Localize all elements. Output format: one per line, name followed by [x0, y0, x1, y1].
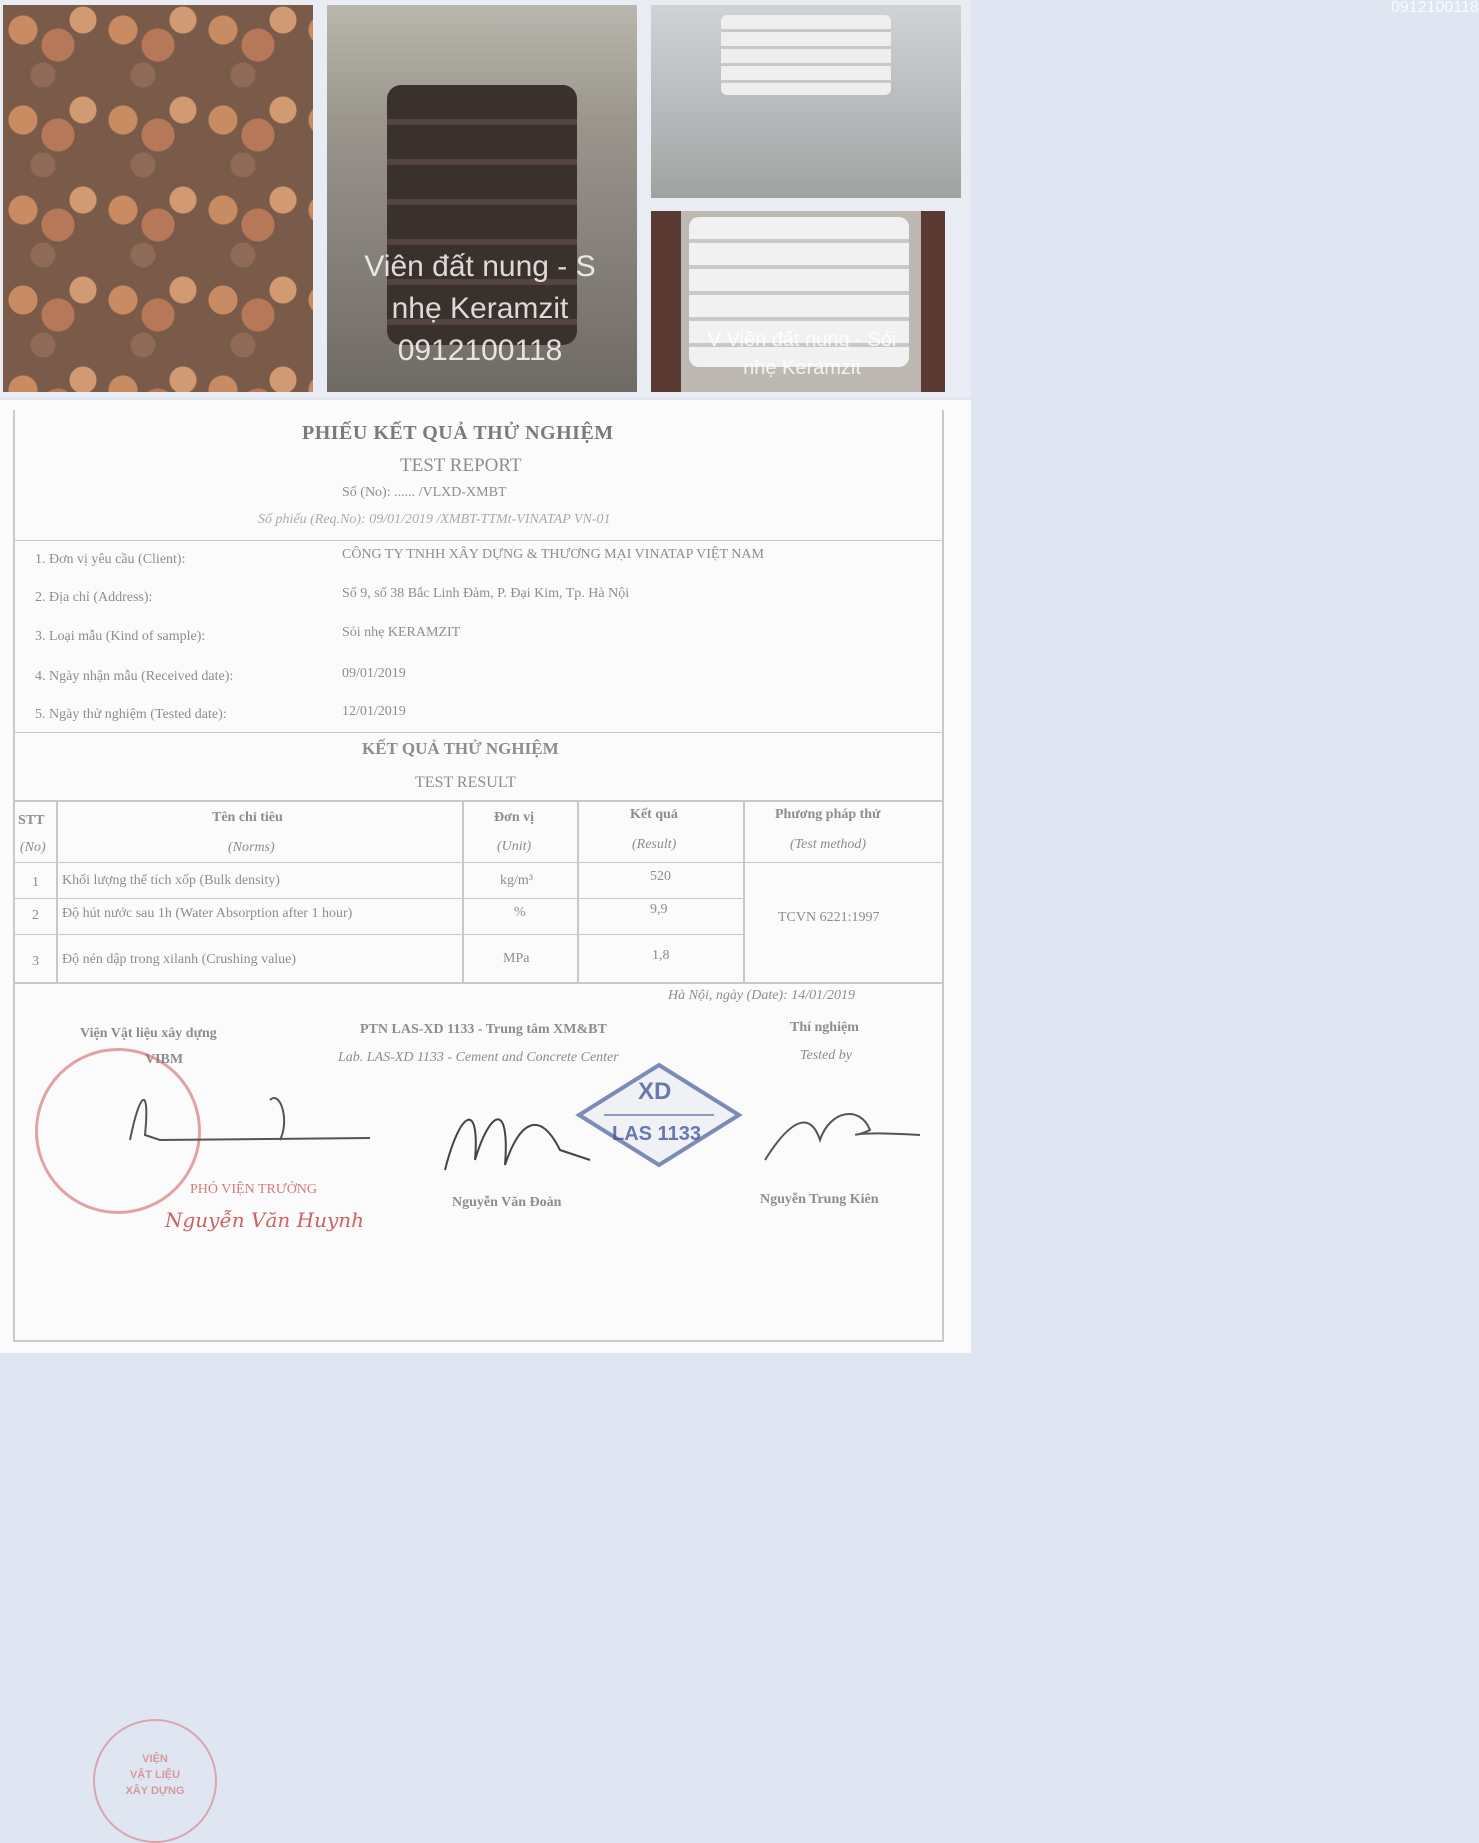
row-norm: Độ hút nước sau 1h (Water Absorption after 1 hour)	[62, 906, 353, 921]
watermark-overlay-main	[330, 246, 630, 372]
signatory-name: Nguyễn Văn Huynh	[165, 1208, 365, 1232]
header-norms: Tên chỉ tiêu	[212, 810, 283, 825]
row-unit: kg/m³	[500, 873, 533, 888]
field-label: 5. Ngày thử nghiệm (Tested date):	[35, 707, 227, 722]
table-border	[462, 800, 464, 982]
row-no: 2	[32, 908, 39, 923]
watermark-phone: 0912100118	[397, 334, 563, 367]
header-result-en: (Result)	[632, 837, 677, 852]
seal-text: XÂY DỰNG	[125, 1785, 185, 1797]
bags-stack	[721, 15, 891, 95]
photo-caption-top: 0912100118	[1391, 0, 1479, 16]
stamp-text-bottom: LAS 1133	[612, 1123, 701, 1145]
report-date: Hà Nội, ngày (Date): 14/01/2019	[668, 988, 856, 1003]
row-norm: Khối lượng thể tích xốp (Bulk density)	[62, 873, 280, 888]
field-label: 4. Ngày nhận mẫu (Received date):	[35, 669, 234, 684]
row-unit: MPa	[503, 951, 530, 966]
report-number: Số (No): ...... /VLXD-XMBT	[342, 485, 507, 500]
table-border	[15, 934, 745, 935]
signature-scribble	[120, 1080, 380, 1160]
photo-collage	[0, 0, 1479, 398]
lab-name: PTN LAS-XD 1133 - Trung tâm XM&BT	[360, 1022, 607, 1037]
signatory-org: Viện Vật liệu xây dựng	[80, 1026, 217, 1041]
tester-title: Thí nghiệm	[790, 1020, 859, 1035]
field-value: Số 9, số 38 Bắc Linh Đàm, P. Đại Kim, Tp. Hà Nội	[342, 586, 630, 601]
container-photo	[651, 0, 1479, 198]
table-border	[56, 800, 58, 982]
red-seal-inner	[93, 1719, 217, 1843]
watermark-overlay-small	[662, 326, 942, 382]
table-border	[15, 800, 942, 802]
sample-request-line: Số phiếu (Req.No): 09/01/2019 /XMBT-TTMt-VINATAP VN-01	[258, 512, 611, 527]
watermark-line: nhẹ Keramzit	[391, 292, 569, 325]
lab-name-en: Lab. LAS-XD 1133 - Cement and Concrete Center	[338, 1050, 619, 1065]
table-border	[743, 800, 745, 982]
seal-text: VẬT LIỆU	[129, 1769, 181, 1781]
header-result: Kết quả	[630, 807, 678, 822]
row-result: 9,9	[650, 902, 668, 917]
tester-title-en: Tested by	[800, 1048, 852, 1063]
signatory-name: Nguyễn Văn Đoàn	[452, 1195, 562, 1210]
las-xd-stamp	[574, 1060, 744, 1170]
field-value: CÔNG TY TNHH XÂY DỰNG & THƯƠNG MẠI VINATAP VIỆT NAM	[342, 547, 764, 562]
test-method-value: TCVN 6221:1997	[778, 910, 880, 925]
keramzit-pellets-photo	[3, 5, 313, 392]
stamp-text-top: XD	[638, 1078, 672, 1105]
header-no: STT	[18, 813, 45, 828]
header-no-en: (No)	[20, 840, 46, 855]
signature-scribble	[760, 1100, 930, 1170]
header-method: Phương pháp thử	[775, 807, 881, 822]
row-unit: %	[514, 905, 526, 920]
report-title-vi: PHIẾU KẾT QUẢ THỬ NGHIỆM	[302, 422, 614, 444]
table-border	[577, 800, 579, 982]
field-value: 12/01/2019	[342, 704, 406, 719]
header-unit: Đơn vị	[494, 810, 535, 825]
header-unit-en: (Unit)	[497, 839, 532, 854]
signatory-name: Nguyễn Trung Kiên	[760, 1192, 879, 1207]
watermark-line: nhẹ Keramzit	[743, 357, 861, 379]
field-value: Sỏi nhẹ KERAMZIT	[342, 625, 461, 640]
row-no: 3	[32, 954, 39, 969]
table-border	[15, 862, 942, 863]
watermark-line: Viên đất nung - S	[364, 250, 596, 283]
row-norm: Độ nén dập trong xilanh (Crushing value)	[62, 952, 297, 967]
divider	[15, 540, 942, 541]
row-no: 1	[32, 875, 39, 890]
signatory-role: PHÓ VIỆN TRƯỞNG	[190, 1182, 318, 1197]
field-label: 1. Đơn vị yêu cầu (Client):	[35, 552, 186, 567]
field-label: 3. Loại mẫu (Kind of sample):	[35, 629, 206, 644]
table-border	[15, 898, 745, 899]
result-title-en: TEST RESULT	[415, 774, 516, 791]
table-border	[15, 982, 942, 984]
report-title-en: TEST REPORT	[400, 455, 522, 476]
watermark-line: V Viên đất nung - Sỏi	[707, 329, 897, 351]
signatory-org-short: VIBM	[145, 1052, 184, 1067]
field-label: 2. Địa chỉ (Address):	[35, 590, 153, 605]
test-report-document	[0, 400, 971, 1797]
divider	[15, 732, 942, 733]
field-value: 09/01/2019	[342, 666, 406, 681]
result-title-vi: KẾT QUẢ THỬ NGHIỆM	[362, 739, 559, 758]
row-result: 520	[650, 869, 671, 884]
seal-text: VIỆN	[142, 1753, 168, 1765]
header-method-en: (Test method)	[790, 837, 867, 852]
row-result: 1,8	[652, 948, 670, 963]
header-norms-en: (Norms)	[228, 840, 275, 855]
